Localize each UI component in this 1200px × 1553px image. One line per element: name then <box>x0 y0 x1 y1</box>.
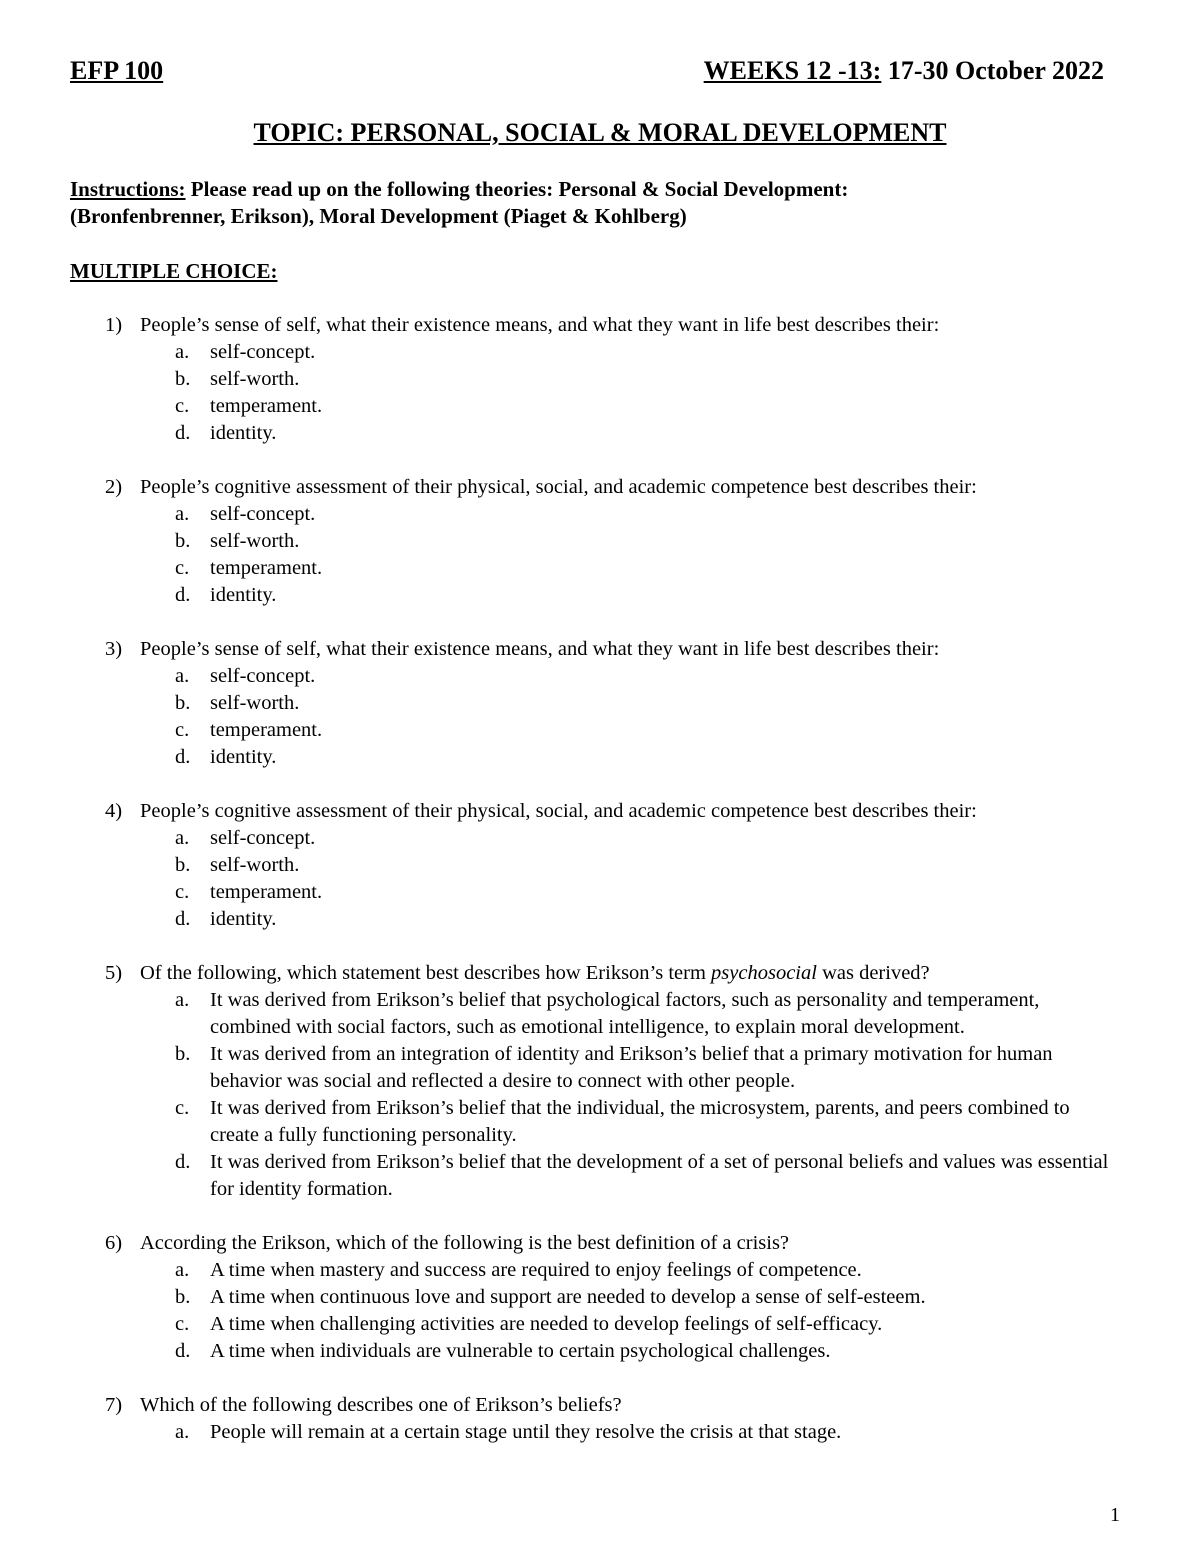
choice-letter: d. <box>175 584 191 606</box>
question-2 <box>70 474 1130 609</box>
question-number: 6) <box>105 1232 123 1254</box>
choice-letter: d. <box>175 1340 191 1362</box>
choice-letter: c. <box>175 395 190 417</box>
instructions-label: Instructions: <box>70 177 186 201</box>
section-title: MULTIPLE CHOICE: <box>70 259 278 283</box>
choice-text: identity. <box>210 746 277 768</box>
choice-letter: c. <box>175 1313 190 1335</box>
question-1 <box>70 312 1130 447</box>
instructions <box>70 176 1130 230</box>
choice-letter: b. <box>175 368 191 390</box>
choice-text: identity. <box>210 584 277 606</box>
choice-item <box>70 393 1130 420</box>
choice-letter: a. <box>175 827 190 849</box>
weeks-label: WEEKS 12 -13: <box>703 56 882 85</box>
choice-letter: d. <box>175 1151 191 1173</box>
choice-text: temperament. <box>210 881 323 903</box>
question-text: People’s cognitive assessment of their physical, social, and academic competence best describes their: <box>140 476 977 498</box>
question-6 <box>70 1230 1130 1365</box>
choice-item <box>70 1149 1130 1203</box>
choice-text: It was derived from Erikson’s belief that the individual, the microsystem, parents, and peers combined to create a fully functioning personality. <box>210 1097 1070 1146</box>
choice-item <box>70 825 1130 852</box>
choice-item <box>70 1257 1130 1284</box>
choice-text: self-worth. <box>210 368 300 390</box>
question-number: 4) <box>105 800 123 822</box>
choice-letter: c. <box>175 881 190 903</box>
instructions-line2: (Bronfenbrenner, Erikson), Moral Development (Piaget & Kohlberg) <box>70 204 687 228</box>
question-text: Which of the following describes one of Erikson’s beliefs? <box>140 1394 622 1416</box>
choice-letter: c. <box>175 557 190 579</box>
choice-letter: b. <box>175 530 191 552</box>
weeks-dates <box>704 56 1104 86</box>
choice-letter: a. <box>175 503 190 525</box>
choice-letter: b. <box>175 692 191 714</box>
choice-item <box>70 339 1130 366</box>
choice-list <box>70 825 1130 933</box>
question-number: 1) <box>105 314 123 336</box>
question-3 <box>70 636 1130 771</box>
choice-item <box>70 1095 1130 1149</box>
choice-list <box>70 663 1130 771</box>
question-list <box>70 312 1130 1473</box>
choice-item <box>70 1284 1130 1311</box>
choice-letter: a. <box>175 341 190 363</box>
choice-letter: a. <box>175 989 190 1011</box>
dates: 17-30 October 2022 <box>881 56 1104 85</box>
question-5 <box>70 960 1130 1203</box>
choice-letter: a. <box>175 1259 190 1281</box>
choice-text: It was derived from an integration of identity and Erikson’s belief that a primary motivation for human behavior was social and reflected a desire to connect with other people. <box>210 1043 1053 1092</box>
choice-item <box>70 366 1130 393</box>
question-4 <box>70 798 1130 933</box>
choice-item <box>70 744 1130 771</box>
choice-item <box>70 1041 1130 1095</box>
choice-letter: b. <box>175 1043 191 1065</box>
choice-letter: d. <box>175 422 191 444</box>
choice-item <box>70 555 1130 582</box>
question-text-after: was derived? <box>816 962 930 984</box>
choice-list <box>70 1419 1130 1446</box>
choice-text: identity. <box>210 908 277 930</box>
choice-letter: a. <box>175 665 190 687</box>
choice-text: A time when challenging activities are needed to develop feelings of self-efficacy. <box>210 1313 883 1335</box>
question-text-before: Of the following, which statement best describes how Erikson’s term <box>140 962 712 984</box>
choice-letter: a. <box>175 1421 190 1443</box>
question-text: People’s cognitive assessment of their physical, social, and academic competence best describes their: <box>140 800 977 822</box>
choice-list <box>70 987 1130 1203</box>
choice-letter: c. <box>175 719 190 741</box>
choice-text: A time when continuous love and support are needed to develop a sense of self-esteem. <box>210 1286 926 1308</box>
choice-item <box>70 1419 1130 1446</box>
choice-letter: d. <box>175 746 191 768</box>
question-number: 7) <box>105 1394 123 1416</box>
choice-item <box>70 906 1130 933</box>
choice-item <box>70 1338 1130 1365</box>
choice-text: self-concept. <box>210 827 316 849</box>
course-code: EFP 100 <box>70 56 164 85</box>
page-number: 1 <box>1110 1504 1120 1526</box>
choice-list <box>70 501 1130 609</box>
choice-item <box>70 717 1130 744</box>
choice-item <box>70 528 1130 555</box>
choice-text: People will remain at a certain stage until they resolve the crisis at that stage. <box>210 1421 842 1443</box>
choice-text: temperament. <box>210 557 323 579</box>
choice-item <box>70 663 1130 690</box>
choice-text: A time when individuals are vulnerable to certain psychological challenges. <box>210 1340 831 1362</box>
choice-list <box>70 1257 1130 1365</box>
choice-text: It was derived from Erikson’s belief that psychological factors, such as personality and temperament, combined with social factors, such as emotional intelligence, to explain moral development. <box>210 989 1040 1038</box>
topic-title: TOPIC: PERSONAL, SOCIAL & MORAL DEVELOPMENT <box>253 118 947 147</box>
choice-text: self-concept. <box>210 665 316 687</box>
choice-letter: b. <box>175 854 191 876</box>
question-text: According the Erikson, which of the following is the best definition of a crisis? <box>140 1232 790 1254</box>
question-number: 3) <box>105 638 123 660</box>
question-text: People’s sense of self, what their existence means, and what they want in life best describes their: <box>140 314 940 336</box>
choice-text: self-concept. <box>210 503 316 525</box>
instructions-line1: Please read up on the following theories: Personal & Social Development: <box>185 177 849 201</box>
choice-item <box>70 987 1130 1041</box>
choice-letter: b. <box>175 1286 191 1308</box>
choice-text: self-concept. <box>210 341 316 363</box>
choice-item <box>70 852 1130 879</box>
choice-list <box>70 339 1130 447</box>
choice-letter: c. <box>175 1097 190 1119</box>
question-number: 5) <box>105 962 123 984</box>
choice-text: self-worth. <box>210 530 300 552</box>
choice-letter: d. <box>175 908 191 930</box>
choice-text: self-worth. <box>210 692 300 714</box>
choice-text: temperament. <box>210 719 323 741</box>
question-7 <box>70 1392 1130 1446</box>
choice-text: identity. <box>210 422 277 444</box>
choice-text: It was derived from Erikson’s belief that the development of a set of personal beliefs and values was essential for identity formation. <box>210 1151 1109 1200</box>
question-number: 2) <box>105 476 123 498</box>
choice-item <box>70 879 1130 906</box>
choice-text: temperament. <box>210 395 323 417</box>
choice-item <box>70 501 1130 528</box>
choice-item <box>70 420 1130 447</box>
choice-text: A time when mastery and success are required to enjoy feelings of competence. <box>210 1259 862 1281</box>
question-text: People’s sense of self, what their existence means, and what they want in life best describes their: <box>140 638 940 660</box>
choice-item <box>70 690 1130 717</box>
choice-item <box>70 582 1130 609</box>
choice-item <box>70 1311 1130 1338</box>
question-text-italic: psychosocial <box>711 962 817 984</box>
choice-text: self-worth. <box>210 854 300 876</box>
